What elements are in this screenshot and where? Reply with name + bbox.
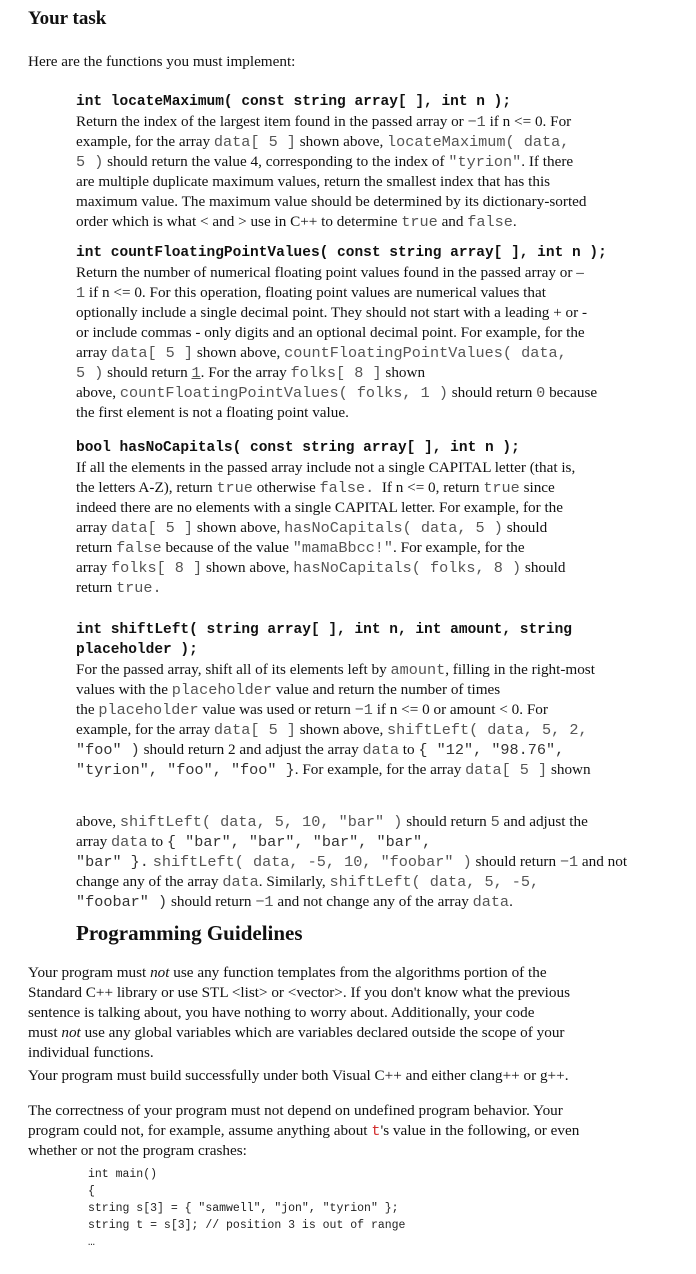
text-line: 5 ) should return the value 4, corresponding to the index of "tyrion". If there	[76, 153, 574, 171]
text-line: whether or not the program crashes:	[28, 1142, 247, 1159]
text-line: array data[ 5 ] shown above, countFloatingPointValues( data,	[76, 344, 567, 362]
text-line: are multiple duplicate maximum values, return the smallest index that has this	[76, 173, 551, 190]
text-line: "foo" ) should return 2 and adjust the array data to { "12", "98.76",	[76, 741, 565, 759]
page-title: Your task	[28, 8, 107, 29]
guidelines-paragraph-2	[28, 1066, 668, 1086]
text-line: array data to { "bar", "bar", "bar", "bar",	[76, 833, 432, 851]
text-line: For the passed array, shift all of its elements left by amount, filling in the right-most	[76, 661, 595, 679]
shift-left-signature-cont: placeholder );	[76, 642, 198, 658]
shift-left-section	[76, 620, 661, 780]
has-no-capitals-section	[76, 438, 661, 598]
code-line: {	[88, 1185, 95, 1198]
text-line: "tyrion", "foo", "foo" }. For example, for the array data[ 5 ] shown	[76, 761, 591, 779]
text-line: return false because of the value "mamaBbcc!". For example, for the	[76, 539, 525, 557]
code-sample	[88, 1166, 405, 1251]
text-line: Return the number of numerical floating point values found in the passed array or –	[76, 264, 584, 281]
text-line: maximum value. The maximum value should be determined by its dictionary-sorted	[76, 193, 587, 210]
text-line: the placeholder value was used or return −1 if n <= 0 or amount < 0. For	[76, 701, 548, 719]
count-floating-signature: int countFloatingPointValues( const string array[ ], int n );	[76, 245, 607, 261]
text-line: Your program must not use any function templates from the algorithms portion of the	[28, 964, 547, 981]
text-line: or include commas - only digits and an optional decimal point. For example, for the	[76, 324, 585, 341]
text-line: return true.	[76, 579, 162, 597]
code-line: string t = s[3]; // position 3 is out of range	[88, 1219, 406, 1232]
text-line: array data[ 5 ] shown above, hasNoCapitals( data, 5 ) should	[76, 519, 548, 537]
guidelines-paragraph-1	[28, 963, 668, 1063]
code-line: string s[3] = { "samwell", "jon", "tyrion" };	[88, 1202, 399, 1215]
text-line: above, countFloatingPointValues( folks, 1 ) should return 0 because	[76, 384, 598, 402]
text-line: If all the elements in the passed array include not a single CAPITAL letter (that is,	[76, 459, 576, 476]
text-line: Standard C++ library or use STL <list> or <vector>. If you don't know what the previous	[28, 984, 571, 1001]
text-line: Return the index of the largest item found in the passed array or −1 if n <= 0. For	[76, 113, 572, 131]
text-line: array folks[ 8 ] shown above, hasNoCapitals( folks, 8 ) should	[76, 559, 566, 577]
text-line: sentence is talking about, you have nothing to worry about. Additionally, your code	[28, 1004, 535, 1021]
text-line: change any of the array data. Similarly, shiftLeft( data, 5, -5,	[76, 873, 540, 891]
section-heading: Programming Guidelines	[76, 921, 303, 945]
code-line: …	[88, 1236, 95, 1249]
text-line: order which is what < and > use in C++ to determine true and false.	[76, 213, 517, 231]
count-floating-section	[76, 243, 661, 423]
text-line: the letters A-Z), return true otherwise false. If n <= 0, return true since	[76, 479, 555, 497]
text-line: 1 if n <= 0. For this operation, floating point values are numerical values that	[76, 284, 546, 302]
text-line: individual functions.	[28, 1044, 154, 1061]
locate-maximum-section	[76, 92, 661, 232]
text-line: above, shiftLeft( data, 5, 10, "bar" ) should return 5 and adjust the	[76, 813, 588, 831]
shift-left-section-cont	[76, 812, 661, 912]
locate-maximum-signature: int locateMaximum( const string array[ ], int n );	[76, 94, 512, 110]
text-line: program could not, for example, assume anything about t's value in the following, or even	[28, 1122, 580, 1140]
text-line: optionally include a single decimal point. They should not start with a leading + or -	[76, 304, 588, 321]
text-line: "bar" }. shiftLeft( data, -5, 10, "foobar" ) should return −1 and not	[76, 853, 628, 871]
guidelines-paragraph-3	[28, 1101, 668, 1161]
text-line: the first element is not a floating point value.	[76, 404, 349, 421]
has-no-capitals-signature: bool hasNoCapitals( const string array[ ], int n );	[76, 440, 520, 456]
text-line: indeed there are no elements with a single CAPITAL letter. For example, for the	[76, 499, 564, 516]
text-line: values with the placeholder value and return the number of times	[76, 681, 501, 699]
text-line: Your program must build successfully under both Visual C++ and either clang++ or g++.	[28, 1067, 569, 1084]
text-line: must not use any global variables which are variables declared outside the scope of your	[28, 1024, 565, 1041]
shift-left-signature: int shiftLeft( string array[ ], int n, int amount, string	[76, 622, 572, 638]
text-line: example, for the array data[ 5 ] shown above, locateMaximum( data,	[76, 133, 570, 151]
text-line: "foobar" ) should return −1 and not change any of the array data.	[76, 893, 513, 911]
text-line: The correctness of your program must not depend on undefined program behavior. Your	[28, 1102, 563, 1119]
text-line: example, for the array data[ 5 ] shown above, shiftLeft( data, 5, 2,	[76, 721, 588, 739]
text-line: 5 ) should return 1. For the array folks[ 8 ] shown	[76, 364, 426, 382]
intro-text: Here are the functions you must implement:	[28, 53, 296, 70]
code-line: int main()	[88, 1168, 158, 1181]
